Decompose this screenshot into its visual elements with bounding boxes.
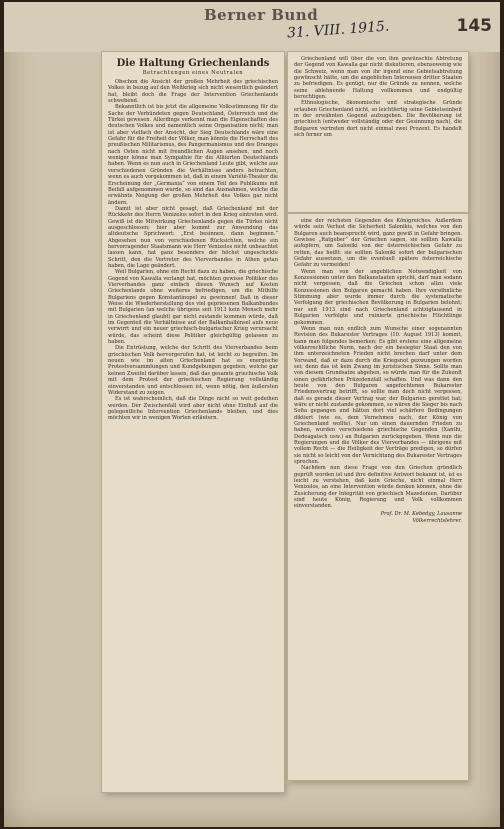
author-signature: Prof. Dr. M. Kebedgy, Lausanne [380, 510, 462, 517]
paragraph: Die Entrüstung, welche der Schritt des Vierverbandes beim griechischen Volk hervorgerufen hat, ist leicht zu begreifen. Im neuen wie im alten Griechenland hat es energische Protestversammlungen und Kundgebungen gegeben, welche gar keinen Zweifel darüber lassen, daß das gesamte griechische Volk mit dem Protest der griechischen Regierung vollständig einverstanden und entschlossen ist, wenn nötig, den äußersten Widerstand zu zeigen. [108, 345, 278, 396]
author-title: Völkerrechtslehrer. [412, 518, 462, 525]
paragraph: Bekanntlich ist bis jetzt die allgemeine Volksstimmung für die Sache der Verbündeten gegen Deutschland, Österreich und die Türkei gewesen. Allerdings verkennt man die Eigenschaften des deutschen Volkes und namentlich seine Organisation nicht; man ist aber vielfach der Ansicht, der Sieg Deutschlands wäre eine Gefahr für die Freiheit der Völker, man könnte die Herrschaft des preußischen Militarismus, des Pangermanismus und des Dranges nach Osten nicht mit freundlichen Augen ansehen, und noch weniger könne man Sympathie für die Alliierten Deutschlands haben. Wenn es nun auch in Griechenland Leute gibt, welche aus verschiedenen Gründen die Verhältnisse anders betrachten, wenn es auch vorgekommen ist, daß in einem Variété-Theater die Erscheinung der „Germania“ von einem Teil des Publikums mit Beifall aufgenommen wurde, so sind das Ausnahmen, welche die erwähnte Neigung der großen Mehrheit des Volkes gar nicht ändern. [108, 104, 278, 206]
paragraph: Obschon die Ansicht der großen Mehrheit des griechischen Volkes in bezug auf den Weltkrieg sich nicht wesentlich geändert hat, bleibt doch die Frage der Intervention Griechenlands schwebend. [108, 79, 278, 105]
paragraph: Ethnologische, ökonomische und strategische Gründe erlauben Griechenland nicht, so leichtfertig seine Gebietseinheit in der erwähnten Gegend aufzugeben. Die Bevölkerung ist griechisch (entweder vollständig oder der Gesinnung nach), die Bulgaren vertreten dort nicht einmal zwei Prozent. Es handelt sich ferner um [294, 100, 462, 139]
page-number: 145 [456, 16, 492, 36]
clipping-right-bottom [288, 214, 468, 780]
masthead: Berner Bund [204, 6, 319, 24]
paragraph: Weil Bulgarien, ohne ein Recht dazu zu haben, die griechische Gegend von Kawalla verlangt hat, möchten gewisse Politiker des Vierverbandes ganz einfach diesen Wunsch auf Kosten Griechenlands ohne weiteres befriedigen, um die Mithilfe Bulgariens gegen Konstantinopel zu gewinnen! Daß in dieser Weise die Wiederherstellung des viel gepriesenen Balkanbundes mit Bulgarien (an welche übrigens seit 1913 kein Mensch mehr in Griechenland glaubt) gar nicht zustande kommen würde, daß im Gegenteil die Verhältnisse auf der Balkanhalbinsel aufs neue verwirrt und ein neuer griechisch-bulgarischer Krieg verursacht würde, das scheint diese Politiker gleichgültig gelassen zu haben. [108, 269, 278, 346]
paragraph: Es ist wahrscheinlich, daß die Dinge nicht so weit gedeihen werden. Der Zwischenfall wird aber nicht ohne Einfluß auf die gelegentliche Intervention Griechenlands bleiben, und dies möchten wir in wenigen Worten erläutern. [108, 396, 278, 422]
archive-sheet [4, 2, 500, 827]
paragraph: Damit ist aber nicht gesagt, daß Griechenland mit der Rückkehr des Herrn Venizelos sofort in den Krieg eintreten wird. Gewiß ist die Mitwirkung Griechenlands gegen die Türkei nicht ausgeschlossen; hier aber kommt zur Anwendung das altdeutsche Sprichwort: „Erst besinnen, dann beginnen.“ Abgesehen nun von verschiedenen Rücksichten, welche ein hervorragender Staatsmann wie Herr Venizelos nicht unbeachtet lassen kann, hat ganz besonders der höchst ungeschickte Schritt, den die Vertreter des Vierverbandes in Athen getan haben, die Lage geändert. [108, 205, 278, 269]
paragraph: Wenn man von der angeblichen Notwendigkeit von Konzessionen unter den Balkanstaaten spricht, darf man sodann nicht vergessen, daß die Griechen schon allzu viele Konzessionen den Bulgaren gemacht haben. Ihre versöhnliche Stimmung aber wurde immer durch die systematische Verfolgung der griechischen Bevölkerung in Bulgarien belohnt; nur seit 1913 sind nach Griechenland achtzigtausend in Bulgarien verfolgte und ruinierte griechische Flüchtlinge gekommen. [294, 268, 462, 326]
article-subtitle: Betrachtungen eines Neutralen [142, 70, 244, 76]
article-title: Die Haltung Griechenlands [116, 58, 270, 69]
paragraph: eine der reichsten Gegenden des Königreiches. Außerdem würde sein Verlust die Sicherheit Salonikis, welches von den Bulgaren auch beansprucht wird, ganz gewiß in Gefahr bringen. Gewisse „Ratgeber“ der Griechen sagen, sie sollten Kawalla aufopfern, um Saloniki von der österreichischen Gefahr zu retten, das heißt: sie sollten Saloniki sofort der bulgarischen Gefahr aussetzen, um die eventuell spätere österreichische Gefahr zu vermeiden! [294, 218, 462, 269]
handwritten-date: 31. VIII. 1915. [286, 18, 390, 42]
clipping-right-top [288, 52, 468, 212]
header-strip [4, 2, 500, 52]
paragraph: Nachdem nun diese Frage von den Griechen gründlich geprüft worden ist und ihre definitive Antwort bekannt ist, ist es leicht zu verstehen, daß kein Grieche, nicht einmal Herr Venizelos, an eine Intervention würde denken können, ohne die Zusicherung der Integrität von griechisch Mazedonien. Darüber sind heute König, Regierung und Volk vollkommen einverstanden. [294, 465, 462, 510]
paragraph: Wenn man nun endlich zum Wunsche einer sogenannten Revision des Bukarester Vertrages (10. August 1913) kommt, kann man folgendes bemerken: Es gibt erstens eine allgemeine völkerrechtliche Norm, nach der ein besiegter Staat den von ihm unterzeichneten Frieden nicht brechen darf unter dem Vorwand, daß er dazu durch die Kriegsnot gezwungen worden sei; denn das ist kein Zwang im juristischen Sinne. Sollte man von diesem Grundsatze abgehen, so würde man für die Zukunft einen gefährlichen Präzedenzfall schaffen. Und was dann den heute von den Bulgaren angefochtenen Bukarester Friedensvertrag betrifft, so sollte man doch nicht vergessen, daß es gerade dieser Vertrag war, der Bulgarien gerettet hat; wäre er nicht zustande gekommen, so wären die Sieger bis nach Sofia gegangen und hätten dort viel schärfere Bedingungen diktiert (wie es, dem Vernehmen nach, der König von Griechenland wollte). Nur um einen dauernden Frieden zu haben, wurden verschiedene griechische Gegenden (Xanthi, Dedeagatsch usw.) an Bulgarien zurückgegeben. Wenn nun die Regierungen und die Völker des Vierverbandes — übrigens mit vollem Recht — die Heiligkeit der Verträge predigen, so dürfen sie nicht so leicht von der Vernichtung des Bukarester Vertrages sprechen. [294, 325, 462, 466]
clipping-left-column [102, 52, 284, 792]
paragraph: Griechenland will über die von ihm gewünschte Abtretung der Gegend von Kawalla gar nicht diskutieren, ebensowenig wie die Schweiz, wenn man von ihr irgend eine Gebietsabtretung gewünscht hätte, um die angeblichen Interessen dritter Staaten zu befriedigen. Es genügt, nur die Gründe zu nennen, welche seine ablehnende Haltung vollkommen und endgültig berechtigen. [294, 56, 462, 101]
